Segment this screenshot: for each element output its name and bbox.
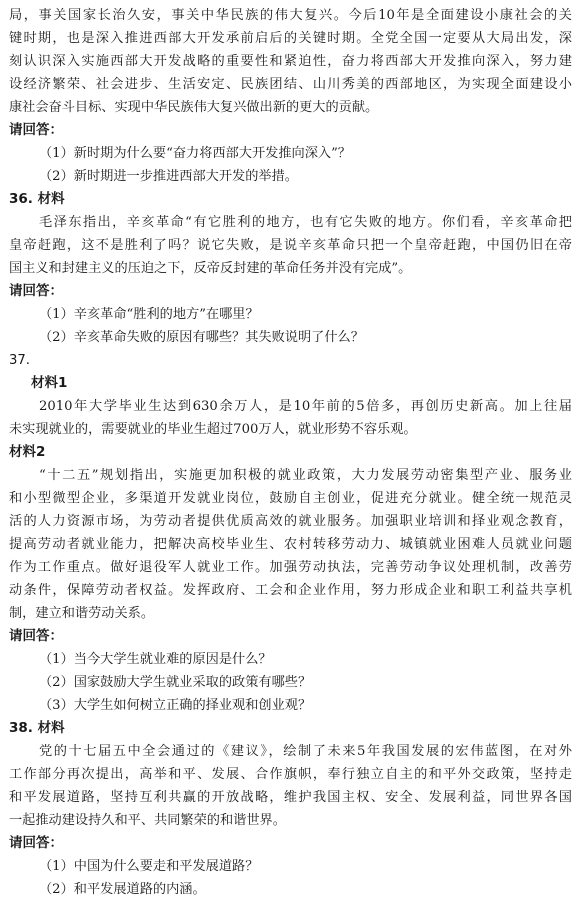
- q37-material2-line: 活的人力资源市场，为劳动者提供优质高效的就业服务。加强职业培训和择业观念教育，: [9, 514, 572, 529]
- q35-paragraph-line: 康社会奋斗目标、实现中华民族伟大复兴做出新的更大的贡献。: [9, 100, 379, 115]
- q38-question: （1）中国为什么要走和平发展道路？: [39, 859, 259, 874]
- q38-answer-label: 请回答：: [9, 835, 63, 851]
- q36-question: （1）辛亥革命“胜利的地方”在哪里？: [39, 307, 259, 322]
- q35-question: （1）新时期为什么要“奋力将西部大开发推向深入”？: [39, 146, 351, 161]
- q36-answer-label: 请回答：: [9, 283, 63, 299]
- q35-paragraph-line: 设经济繁荣、社会进步、生活安定、民族团结、山川秀美的西部地区，为实现全面建设小: [9, 77, 572, 92]
- q37-material1-line: 2010年大学毕业生达到630余万人，是10年前的5倍多，再创历史新高。加上往届: [39, 399, 572, 414]
- q37-answer-label: 请回答：: [9, 628, 63, 644]
- q38-paragraph-line: 工作部分再次提出，高举和平、发展、合作旗帜，奉行独立自主的和平外交政策，坚持走: [9, 767, 572, 782]
- q38-question: （2）和平发展道路的内涵。: [39, 882, 206, 897]
- q37-material2-label: 材料2: [9, 444, 46, 460]
- q35-question: （2）新时期进一步推进西部大开发的举措。: [39, 169, 298, 184]
- q37-material2-line: 作为工作重点。做好退役军人就业工作。加强劳动执法，完善劳动争议处理机制，改善劳: [9, 560, 572, 575]
- q37-material2-line: 和小型微型企业，多渠道开发就业岗位，鼓励自主创业，促进充分就业。健全统一规范灵: [9, 491, 572, 506]
- q36-section: [9, 188, 572, 349]
- q38-paragraph-line: 一起推动建设持久和平、共同繁荣的和谐世界。: [9, 813, 286, 828]
- q37-question: （1）当今大学生就业难的原因是什么？: [39, 652, 272, 667]
- q37-question: （3）大学生如何树立正确的择业观和创业观？: [39, 698, 312, 713]
- q37-material2-line: 制，建立和谐劳动关系。: [9, 606, 155, 621]
- q37-heading: 37.: [9, 353, 30, 368]
- q35-section: [9, 4, 572, 188]
- q35-answer-label: 请回答：: [9, 122, 63, 138]
- q35-paragraph-line: 刻认识深入实施西部大开发战略的重要性和紧迫性，奋力将西部大开发推向深入，努力建: [9, 54, 572, 69]
- q37-material1-label: 材料1: [31, 375, 68, 391]
- q37-material2-line: “十二五”规划指出，实施更加积极的就业政策，大力发展劳动密集型产业、服务业: [39, 468, 572, 483]
- q37-section: [9, 349, 572, 717]
- q38-paragraph-line: 和平发展道路，坚持互利共赢的开放战略，维护我国主权、安全、发展利益，同世界各国: [9, 790, 572, 805]
- q36-heading: 36. 材料: [9, 191, 65, 207]
- q37-material2-line: 动条件，保障劳动者权益。发挥政府、工会和企业作用，努力形成企业和职工利益共享机: [9, 583, 572, 598]
- q36-paragraph-line: 毛泽东指出，辛亥革命“有它胜利的地方，也有它失败的地方。你们看，辛亥革命把: [39, 215, 572, 230]
- q38-section: [9, 717, 572, 901]
- q36-paragraph-line: 皇帝赶跑，这不是胜利了吗？说它失败，是说辛亥革命只把一个皇帝赶跑，中国仍旧在帝: [9, 238, 572, 253]
- q37-material2-line: 提高劳动者就业能力，把解决高校毕业生、农村转移劳动力、城镇就业困难人员就业问题: [9, 537, 572, 552]
- q38-paragraph-line: 党的十七届五中全会通过的《建议》，绘制了未来5年我国发展的宏伟蓝图，在对外: [39, 744, 572, 759]
- q36-question: （2）辛亥革命失败的原因有哪些？其失败说明了什么？: [39, 330, 364, 345]
- q35-paragraph-line: 局，事关国家长治久安，事关中华民族的伟大复兴。今后10年是全面建设小康社会的关: [9, 8, 572, 23]
- q38-heading: 38. 材料: [9, 720, 65, 736]
- q36-paragraph-line: 国主义和封建主义的压迫之下，反帝反封建的革命任务并没有完成”。: [9, 261, 412, 276]
- q37-question: （2）国家鼓励大学生就业采取的政策有哪些？: [39, 675, 312, 690]
- q35-paragraph-line: 键时期，也是深入推进西部大开发承前启后的关键时期。全党全国一定要从大局出发，深: [9, 31, 572, 46]
- q37-material1-line: 未实现就业的，需要就业的毕业生超过700万人，就业形势不容乐观。: [9, 422, 417, 437]
